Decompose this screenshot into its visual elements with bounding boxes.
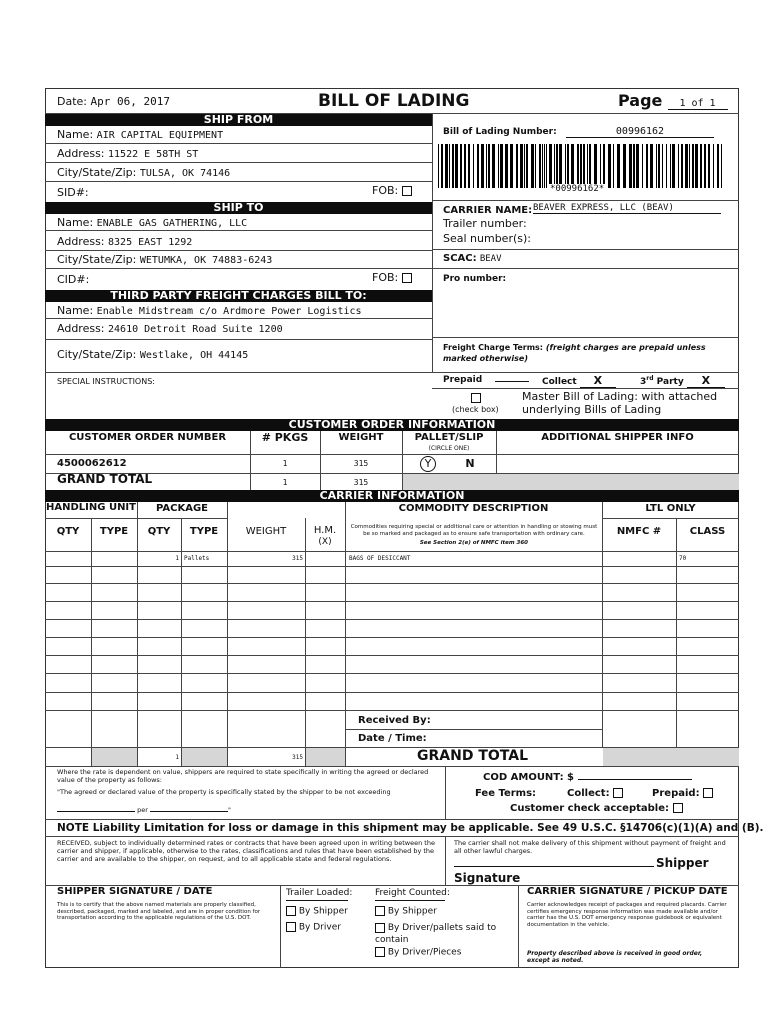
third-party-option[interactable]: 3rd Party X	[640, 374, 725, 388]
value-declaration-text-2: "The agreed or declared value of the property is specifically stated by the shipper to be not exceeding	[57, 788, 391, 796]
pallet-y[interactable]: Y	[420, 456, 436, 472]
barcode-bar	[486, 144, 487, 188]
barcode-bar	[685, 144, 688, 188]
barcode-bar	[650, 144, 653, 188]
barcode-bar	[642, 144, 643, 188]
collect-option[interactable]: Collect X	[542, 374, 616, 388]
carrier-signature-title: CARRIER SIGNATURE / PICKUP DATE	[527, 886, 728, 897]
barcode-bar	[721, 144, 722, 188]
cod-amount: COD AMOUNT: $	[483, 772, 692, 783]
barcode-bar	[594, 144, 597, 188]
barcode-bar	[692, 144, 694, 188]
fee-collect-checkbox[interactable]	[613, 788, 623, 798]
barcode-bar	[708, 144, 710, 188]
carrier-weight: 315	[292, 555, 303, 562]
bol-number-value: 00996162	[566, 126, 714, 138]
barcode-bar	[531, 144, 534, 188]
barcode-bar	[520, 144, 523, 188]
ship-to-city: City/State/Zip: WETUMKA, OK 74883-6243	[57, 253, 273, 266]
col-additional-shipper-info: ADDITIONAL SHIPPER INFO	[541, 432, 694, 443]
ship-to-cid: CID#:	[57, 273, 90, 286]
ship-from-header: SHIP FROM	[45, 114, 432, 126]
barcode-bar	[713, 144, 714, 188]
page-title: BILL OF LADING	[318, 91, 470, 111]
shipper-signature-title: SHIPPER SIGNATURE / DATE	[57, 886, 213, 897]
hm-header: H.M.	[313, 525, 337, 536]
bol-number-label: Bill of Lading Number:	[443, 127, 557, 137]
barcode-bar	[695, 144, 698, 188]
carrier-name-value: BEAVER EXPRESS, LLC (BEAV)	[533, 203, 721, 214]
ship-from-sid: SID#:	[57, 186, 89, 199]
carrier-pkg-qty: 1	[175, 555, 179, 562]
barcode-bar	[567, 144, 569, 188]
barcode-bar	[464, 144, 466, 188]
barcode-bar	[717, 144, 719, 188]
freight-counted-title: Freight Counted:	[375, 888, 450, 898]
customer-check: Customer check acceptable:	[510, 803, 683, 814]
barcode-bar	[481, 144, 484, 188]
carrier-pkg-type: Pallets	[184, 555, 210, 562]
barcode-bar	[438, 144, 439, 188]
order-number: 4500062612	[57, 458, 127, 469]
trailer-loaded-driver[interactable]: By Driver	[286, 922, 341, 933]
hu-qty-header: QTY	[56, 526, 80, 537]
barcode-bar	[452, 144, 454, 188]
totals-shade-type	[182, 748, 227, 766]
page-label: Page	[618, 91, 663, 110]
barcode-bar	[455, 144, 458, 188]
barcode	[436, 144, 724, 188]
order-pkgs: 1	[282, 459, 288, 468]
page-value: 1 of 1	[668, 98, 728, 110]
hm-x-header: (X)	[318, 537, 332, 547]
barcode-bar	[539, 144, 541, 188]
carrier-info-header: CARRIER INFORMATION	[45, 490, 739, 502]
barcode-bar	[656, 144, 657, 188]
shipper-signature-text: This is to certify that the above named materials are properly classified, described, packaged, marked and labeled, and are in proper condition for transportation according to the applicable regulations of the U.S. DOT.	[57, 902, 261, 921]
order-grand-total-weight: 315	[353, 478, 369, 487]
third-party-city: City/State/Zip: Westlake, OH 44145	[57, 348, 249, 361]
ship-from-city: City/State/Zip: TULSA, OK 74146	[57, 166, 231, 179]
order-grand-total-label: GRAND TOTAL	[57, 472, 153, 486]
barcode-bar	[477, 144, 479, 188]
barcode-bar	[542, 144, 543, 188]
barcode-bar	[556, 144, 558, 188]
handling-unit-header: HANDLING UNIT	[46, 502, 136, 513]
totals-shade-right	[603, 748, 739, 766]
received-text: RECEIVED, subject to individually determined rates or contracts that have been agreed upon in writing between the carrier and shipper, if applicable, otherwise to the rates, classifications and rules that have been established by the carrier and are available to the shipper, on request, and to all applicable state and federal regulations.	[57, 839, 435, 863]
carrier-class: 70	[679, 555, 687, 562]
scac-field: SCAC: BEAV	[443, 253, 502, 264]
barcode-bar	[559, 144, 562, 188]
ship-to-fob: FOB:	[372, 271, 412, 284]
customer-check-checkbox[interactable]	[673, 803, 683, 813]
shipper-signature-line	[454, 866, 654, 867]
barcode-bar	[544, 144, 545, 188]
barcode-bar	[666, 144, 667, 188]
ship-from-fob: FOB:	[372, 184, 412, 197]
col-weight: WEIGHT	[338, 432, 384, 443]
fee-prepaid-checkbox[interactable]	[703, 788, 713, 798]
barcode-bar	[658, 144, 660, 188]
date-field	[57, 95, 170, 108]
class-header: CLASS	[689, 526, 726, 537]
prepaid-option[interactable]: Prepaid	[443, 375, 529, 385]
pkg-type-header: TYPE	[189, 526, 219, 537]
trailer-loaded-shipper[interactable]: By Shipper	[286, 906, 348, 917]
barcode-bar	[623, 144, 626, 188]
barcode-bar	[636, 144, 639, 188]
ship-from-address: Address: 11522 E 58TH ST	[57, 147, 199, 160]
fee-terms: Fee Terms: Collect: Prepaid:	[475, 788, 713, 799]
liability-note: NOTE Liability Limitation for loss or damage in this shipment may be applicable. See 49 U.S.C. §14706(c)(1)(A) and (B).	[57, 822, 764, 834]
totals-shade-left	[92, 748, 137, 766]
circle-one-label: (CIRCLE ONE)	[428, 445, 470, 452]
barcode-bar	[678, 144, 679, 188]
barcode-bar	[629, 144, 632, 188]
barcode-bar	[704, 144, 706, 188]
received-by-label: Received By:	[358, 715, 431, 726]
barcode-bar	[500, 144, 503, 188]
barcode-bar	[498, 144, 499, 188]
barcode-bar	[445, 144, 448, 188]
date-value: Apr 06, 2017	[90, 95, 170, 108]
fob-checkbox-2[interactable]	[402, 273, 412, 283]
trailer-number-label: Trailer number:	[443, 217, 527, 230]
carrier-total-qty: 1	[175, 754, 179, 761]
third-party-address: Address: 24610 Detroit Road Suite 1200	[57, 322, 283, 335]
trailer-loaded-title: Trailer Loaded:	[286, 888, 353, 898]
third-party-name: Name: Enable Midstream c/o Ardmore Power Logistics	[57, 304, 362, 317]
barcode-bar	[510, 144, 513, 188]
barcode-bar	[617, 144, 620, 188]
barcode-bar	[583, 144, 585, 188]
ship-to-address: Address: 8325 EAST 1292	[57, 235, 193, 248]
col-pkgs: # PKGS	[261, 431, 309, 444]
barcode-bar	[535, 144, 536, 188]
barcode-bar	[468, 144, 470, 188]
ltl-only-header: LTL ONLY	[645, 503, 696, 514]
barcode-bar	[589, 144, 591, 188]
carrier-signature-text: Carrier acknowledges receipt of packages and required placards. Carrier certifies emergency response information was made available and/or carrier has the U.S. DOT emergency response guidebook or equivalent documentation in the vehicle.	[527, 902, 727, 928]
freight-counted-driver-pieces[interactable]: By Driver/Pieces	[375, 947, 461, 958]
commodity-description-header: COMMODITY DESCRIPTION	[398, 503, 549, 514]
barcode-bar	[526, 144, 528, 188]
seal-number-label: Seal number(s):	[443, 232, 531, 245]
barcode-bar	[565, 144, 566, 188]
carrier-name-label: CARRIER NAME:	[443, 205, 533, 216]
barcode-bar	[603, 144, 605, 188]
barcode-bar	[587, 144, 588, 188]
barcode-bar	[577, 144, 579, 188]
master-bol-text: Master Bill of Lading: with attached underlying Bills of Lading	[522, 390, 718, 416]
third-party-header: THIRD PARTY FREIGHT CHARGES BILL TO:	[45, 290, 432, 302]
barcode-bar	[505, 144, 508, 188]
barcode-bar	[492, 144, 495, 188]
barcode-bar	[473, 144, 474, 188]
carrier-signature-footer: Property described above is received in good order, except as noted.	[527, 950, 703, 964]
date-time-label: Date / Time:	[358, 733, 427, 744]
totals-shade-hm	[306, 748, 345, 766]
page-number	[618, 91, 728, 110]
freight-counted-driver-pallets[interactable]: By Driver/pallets said to contain	[375, 923, 497, 945]
pallet-n[interactable]: N	[465, 457, 475, 470]
pkg-qty-header: QTY	[147, 526, 171, 537]
barcode-bar	[672, 144, 675, 188]
barcode-bar	[546, 144, 547, 188]
barcode-bar	[460, 144, 462, 188]
barcode-bar	[441, 144, 443, 188]
date-label: Date:	[57, 95, 87, 108]
barcode-bar	[613, 144, 614, 188]
fob-checkbox[interactable]	[402, 186, 412, 196]
commodity-section: See Section 2(e) of NMFC item 360	[419, 540, 528, 546]
pro-number-label: Pro number:	[443, 274, 507, 284]
barcode-bar	[449, 144, 450, 188]
order-grand-total-pkgs: 1	[282, 478, 288, 487]
ship-to-name: Name: ENABLE GAS GATHERING, LLC	[57, 216, 248, 229]
barcode-text: *00996162*	[547, 184, 607, 194]
special-instructions-label: SPECIAL INSTRUCTIONS:	[57, 377, 155, 386]
barcode-bar	[633, 144, 635, 188]
freight-counted-shipper[interactable]: By Shipper	[375, 906, 437, 917]
hu-type-header: TYPE	[99, 526, 129, 537]
barcode-bar	[646, 144, 648, 188]
value-declaration-line: per "	[57, 806, 231, 814]
carrier-delivery-text: The carrier shall not make delivery of this shipment without payment of freight and all other lawful charges.	[454, 839, 726, 855]
barcode-bar	[488, 144, 490, 188]
barcode-bar	[662, 144, 663, 188]
check-box-label: (check box)	[452, 405, 499, 414]
master-bol-checkbox[interactable]	[471, 393, 481, 403]
carrier-total-weight: 315	[292, 754, 303, 761]
weight-header: WEIGHT	[245, 526, 287, 537]
value-declaration-text-1: Where the rate is dependent on value, shippers are required to state specifically in writing the agreed or declared value of the property as follows:	[57, 768, 429, 784]
barcode-bar	[670, 144, 671, 188]
barcode-bar	[524, 144, 525, 188]
shipper-label: Shipper	[656, 856, 709, 870]
barcode-bar	[571, 144, 574, 188]
barcode-bar	[554, 144, 555, 188]
barcode-bar	[689, 144, 690, 188]
grand-total-shade	[402, 474, 739, 490]
barcode-bar	[681, 144, 683, 188]
carrier-grand-total-label: GRAND TOTAL	[417, 748, 528, 764]
nmfc-header: NMFC #	[616, 526, 662, 537]
barcode-bar	[600, 144, 601, 188]
freight-terms: Freight Charge Terms: (freight charges are prepaid unless marked otherwise)	[443, 343, 706, 363]
barcode-bar	[549, 144, 552, 188]
barcode-bar	[516, 144, 518, 188]
barcode-bar	[580, 144, 582, 188]
col-customer-order-number: CUSTOMER ORDER NUMBER	[68, 432, 227, 443]
ship-to-header: SHIP TO	[45, 202, 432, 214]
order-weight: 315	[353, 459, 369, 468]
carrier-description: BAGS OF DESICCANT	[349, 555, 411, 562]
barcode-bar	[608, 144, 611, 188]
ship-from-name: Name: AIR CAPITAL EQUIPMENT	[57, 128, 224, 141]
barcode-bar	[700, 144, 702, 188]
customer-order-header: CUSTOMER ORDER INFORMATION	[45, 419, 739, 431]
col-pallet-slip: PALLET/SLIP	[414, 432, 484, 443]
commodity-note: Commodities requiring special or additional care or attention in handling or stowing must be so marked and packaged as to ensure safe transportation with ordinary care.	[350, 524, 598, 537]
package-header: PACKAGE	[155, 503, 209, 514]
signature-label: Signature	[454, 871, 521, 885]
